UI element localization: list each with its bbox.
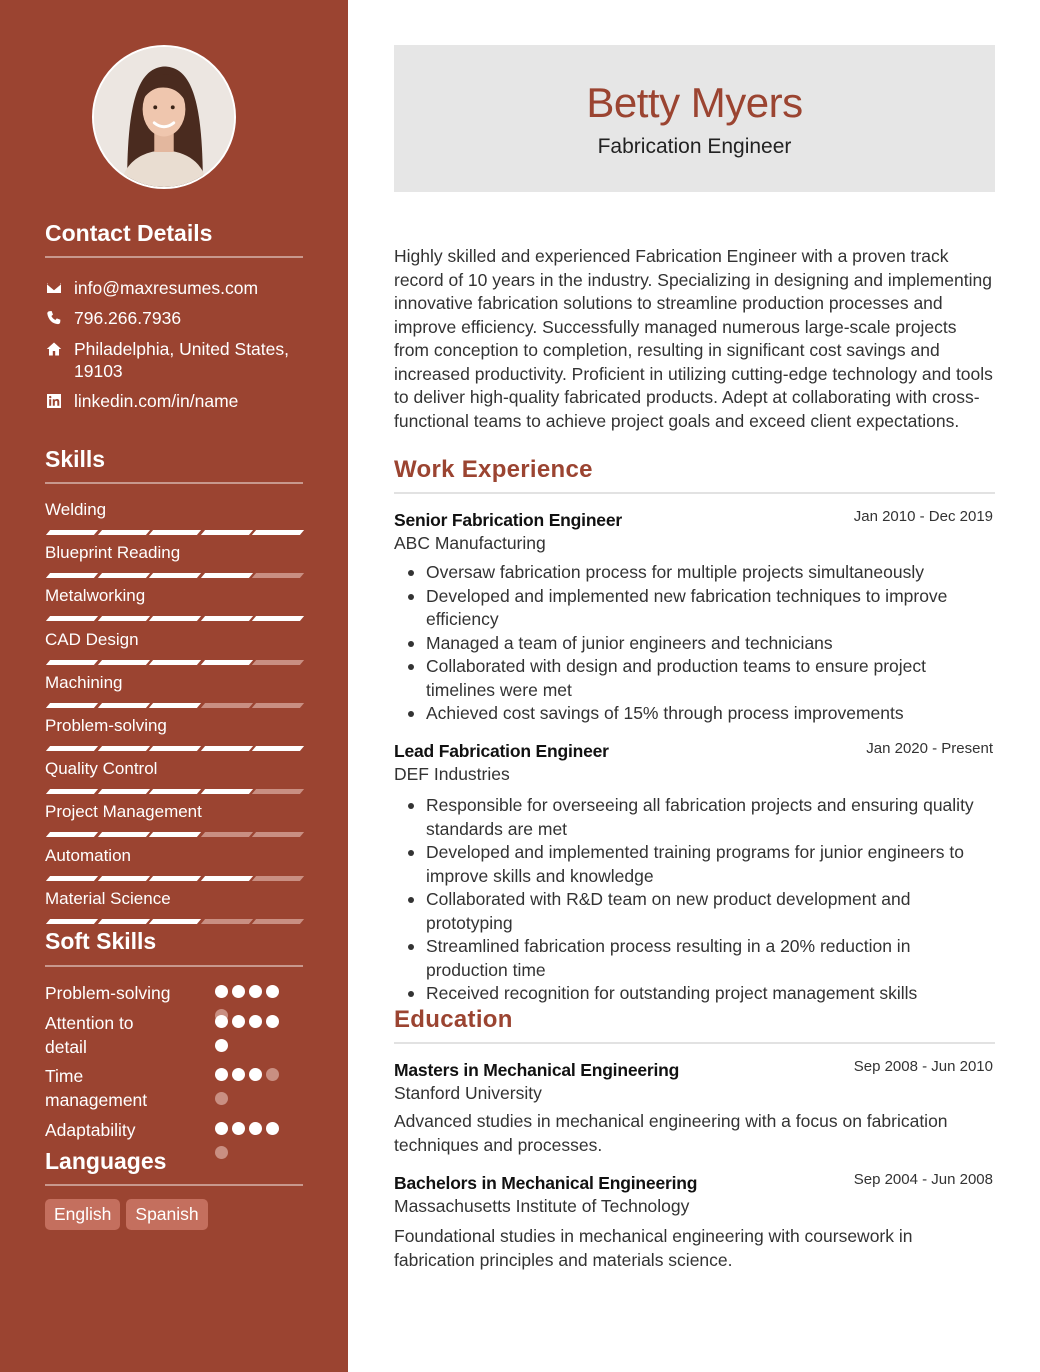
- skill-name: Welding: [45, 500, 107, 519]
- degree-title: Masters in Mechanical Engineering: [394, 1060, 680, 1080]
- rating-dot-filled: [232, 1122, 245, 1135]
- skill-segment-filled: [149, 573, 201, 578]
- skill-segment-filled: [149, 832, 201, 837]
- rating-dot-filled: [249, 1122, 262, 1135]
- skill-segment-filled: [252, 530, 304, 535]
- soft-skill-name: Problem-solving: [45, 983, 171, 1003]
- contact-linkedin-text: linkedin.com/in/name: [74, 391, 239, 411]
- rating-dot-filled: [232, 1068, 245, 1081]
- skill-segment-filled: [97, 616, 149, 621]
- rating-dot-filled: [215, 1015, 228, 1028]
- skill-segment-filled: [97, 919, 149, 924]
- skill-segment-filled: [46, 573, 98, 578]
- skill-level-bar: [45, 573, 303, 578]
- rating-dot-filled: [232, 985, 245, 998]
- rating-dot-empty: [266, 1068, 279, 1081]
- skill-segment-empty: [252, 573, 304, 578]
- skill-segment-empty: [200, 832, 252, 837]
- profile-photo: [92, 45, 236, 189]
- school-name: Massachusetts Institute of Technology: [394, 1196, 690, 1216]
- skill-segment-filled: [149, 703, 201, 708]
- job-bullet: Streamlined fabrication process resulting in a 20% reduction in production time: [394, 935, 996, 982]
- skill-segment-filled: [46, 660, 98, 665]
- rating-dot-empty: [215, 1092, 228, 1105]
- contact-address: [45, 338, 303, 382]
- skill-segment-filled: [149, 919, 201, 924]
- skill-level-bar: [45, 832, 303, 837]
- job-bullet: Developed and implemented training programs for junior engineers to improve skills and knowledge: [394, 841, 996, 888]
- contact-address-text: Philadelphia, United States, 19103: [74, 339, 289, 381]
- skill-segment-empty: [252, 703, 304, 708]
- skill-segment-filled: [46, 832, 98, 837]
- skill-segment-filled: [200, 660, 252, 665]
- skill-name: Project Management: [45, 802, 202, 821]
- job-title: Lead Fabrication Engineer: [394, 741, 609, 761]
- skill-segment-filled: [46, 530, 98, 535]
- skill-segment-filled: [97, 832, 149, 837]
- skill-name: Problem-solving: [45, 716, 167, 735]
- languages-heading: Languages: [45, 1148, 167, 1174]
- soft-skills-heading: Soft Skills: [45, 928, 157, 954]
- languages-divider: [45, 1184, 303, 1186]
- skill-segment-filled: [149, 746, 201, 751]
- skill-name: Material Science: [45, 889, 171, 908]
- skill-level-bar: [45, 919, 303, 924]
- skills-divider: [45, 482, 303, 484]
- job-bullets: [394, 561, 996, 726]
- linkedin-icon: [45, 392, 63, 410]
- skill-segment-filled: [149, 616, 201, 621]
- education-heading: Education: [394, 1006, 513, 1033]
- skill-level-bar: [45, 660, 303, 665]
- header-box: [394, 45, 995, 192]
- skill-segment-filled: [97, 746, 149, 751]
- soft-skill-name: Time management: [45, 1066, 148, 1110]
- skills-heading: Skills: [45, 446, 106, 472]
- degree-title: Bachelors in Mechanical Engineering: [394, 1173, 698, 1193]
- skill-name: Quality Control: [45, 759, 158, 778]
- skill-segment-filled: [200, 876, 252, 881]
- skill-segment-filled: [200, 573, 252, 578]
- contact-phone[interactable]: [45, 307, 303, 329]
- rating-dot-filled: [249, 985, 262, 998]
- soft-skill-name: Attention to detail: [45, 1013, 134, 1057]
- phone-icon: [45, 309, 63, 327]
- soft-skill-rating: [215, 1068, 295, 1116]
- skill-segment-empty: [200, 703, 252, 708]
- job-company: ABC Manufacturing: [394, 533, 546, 553]
- skill-name: CAD Design: [45, 630, 139, 649]
- skill-level-bar: [45, 616, 303, 621]
- skill-segment-empty: [252, 876, 304, 881]
- school-name: Stanford University: [394, 1083, 542, 1103]
- rating-dot-filled: [266, 1122, 279, 1135]
- job-bullet: Oversaw fabrication process for multiple projects simultaneously: [394, 561, 996, 585]
- skill-segment-filled: [200, 789, 252, 794]
- skill-segment-filled: [149, 789, 201, 794]
- job-bullet: Achieved cost savings of 15% through process improvements: [394, 702, 996, 726]
- rating-dot-filled: [215, 1068, 228, 1081]
- rating-dot-filled: [266, 1015, 279, 1028]
- job-bullet: Managed a team of junior engineers and technicians: [394, 632, 996, 656]
- soft-skill-rating: [215, 1015, 295, 1063]
- skill-segment-filled: [97, 530, 149, 535]
- degree-description: Foundational studies in mechanical engineering with coursework in fabrication principles and materials science.: [394, 1226, 913, 1270]
- skill-segment-filled: [97, 876, 149, 881]
- job-dates: Jan 2020 - Present: [866, 740, 993, 757]
- skill-segment-filled: [46, 616, 98, 621]
- contact-linkedin[interactable]: [45, 390, 303, 412]
- candidate-title: Fabrication Engineer: [597, 135, 792, 158]
- job-bullet: Collaborated with R&D team on new product development and prototyping: [394, 888, 996, 935]
- home-icon: [45, 340, 63, 358]
- skill-level-bar: [45, 876, 303, 881]
- soft-skills-divider: [45, 965, 303, 967]
- rating-dot-filled: [266, 985, 279, 998]
- degree-dates: Sep 2008 - Jun 2010: [853, 1058, 993, 1075]
- rating-dot-filled: [215, 1122, 228, 1135]
- job-bullet: Responsible for overseeing all fabrication projects and ensuring quality standards are met: [394, 794, 996, 841]
- skill-segment-filled: [97, 573, 149, 578]
- skill-segment-filled: [46, 746, 98, 751]
- skill-level-bar: [45, 789, 303, 794]
- languages-list: [45, 1199, 214, 1230]
- summary-text: Highly skilled and experienced Fabrication Engineer with a proven track record of 10 years in the industry. Specializing in designing and implementing innovative fabrication solutions to streamline production processes and improve efficiency. Successfully managed numerous large-scale projects from conception to completion, resulting in significant cost savings and increased productivity. Proficient in utilizing cutting-edge technology and tools to deliver high-quality fabricated products. Adept at collaborating with cross-functional teams to achieve project goals and exceed client expectations.: [394, 246, 993, 431]
- skill-segment-filled: [97, 703, 149, 708]
- job-bullet: Received recognition for outstanding project management skills: [394, 982, 996, 1006]
- degree-description: Advanced studies in mechanical engineering with a focus on fabrication techniques and processes.: [394, 1111, 948, 1155]
- skill-segment-filled: [252, 616, 304, 621]
- skill-segment-empty: [200, 919, 252, 924]
- rating-dot-filled: [232, 1015, 245, 1028]
- contact-phone-text: 796.266.7936: [74, 308, 182, 328]
- skill-segment-filled: [200, 616, 252, 621]
- skill-segment-empty: [252, 832, 304, 837]
- skill-segment-filled: [149, 530, 201, 535]
- skill-segment-filled: [200, 530, 252, 535]
- skill-segment-filled: [97, 660, 149, 665]
- skill-name: Machining: [45, 673, 123, 692]
- profile-photo-image: [94, 47, 234, 187]
- skill-segment-filled: [200, 746, 252, 751]
- language-badge: English: [45, 1199, 120, 1230]
- rating-dot-filled: [249, 1015, 262, 1028]
- job-title: Senior Fabrication Engineer: [394, 510, 622, 530]
- skill-segment-empty: [252, 789, 304, 794]
- candidate-name: Betty Myers: [586, 79, 803, 126]
- contact-divider: [45, 256, 303, 258]
- skill-segment-filled: [46, 919, 98, 924]
- experience-heading: Work Experience: [394, 456, 593, 483]
- envelope-icon: [45, 279, 63, 297]
- skill-segment-filled: [46, 703, 98, 708]
- sidebar: [0, 0, 348, 1372]
- language-badge: Spanish: [126, 1199, 207, 1230]
- contact-heading: Contact Details: [45, 220, 213, 246]
- job-company: DEF Industries: [394, 764, 510, 784]
- education-divider: [394, 1042, 995, 1044]
- contact-email-text: info@maxresumes.com: [74, 278, 259, 298]
- job-bullets: [394, 794, 996, 1006]
- skill-segment-filled: [149, 660, 201, 665]
- skill-segment-filled: [46, 876, 98, 881]
- skill-level-bar: [45, 530, 303, 535]
- job-bullet: Developed and implemented new fabrication techniques to improve efficiency: [394, 585, 996, 632]
- skill-name: Automation: [45, 846, 131, 865]
- job-dates: Jan 2010 - Dec 2019: [853, 508, 993, 525]
- skill-segment-filled: [46, 789, 98, 794]
- skill-level-bar: [45, 703, 303, 708]
- rating-dot-filled: [215, 1039, 228, 1052]
- skill-segment-filled: [252, 746, 304, 751]
- experience-divider: [394, 492, 995, 494]
- degree-dates: Sep 2004 - Jun 2008: [853, 1171, 993, 1188]
- job-bullet: Collaborated with design and production teams to ensure project timelines were met: [394, 655, 996, 702]
- skill-name: Metalworking: [45, 586, 146, 605]
- skill-level-bar: [45, 746, 303, 751]
- skill-segment-empty: [252, 660, 304, 665]
- rating-dot-filled: [249, 1068, 262, 1081]
- skill-segment-filled: [97, 789, 149, 794]
- soft-skill-name: Adaptability: [45, 1120, 136, 1140]
- contact-email[interactable]: [45, 277, 303, 299]
- skill-segment-empty: [252, 919, 304, 924]
- skill-segment-filled: [149, 876, 201, 881]
- rating-dot-filled: [215, 985, 228, 998]
- skill-name: Blueprint Reading: [45, 543, 181, 562]
